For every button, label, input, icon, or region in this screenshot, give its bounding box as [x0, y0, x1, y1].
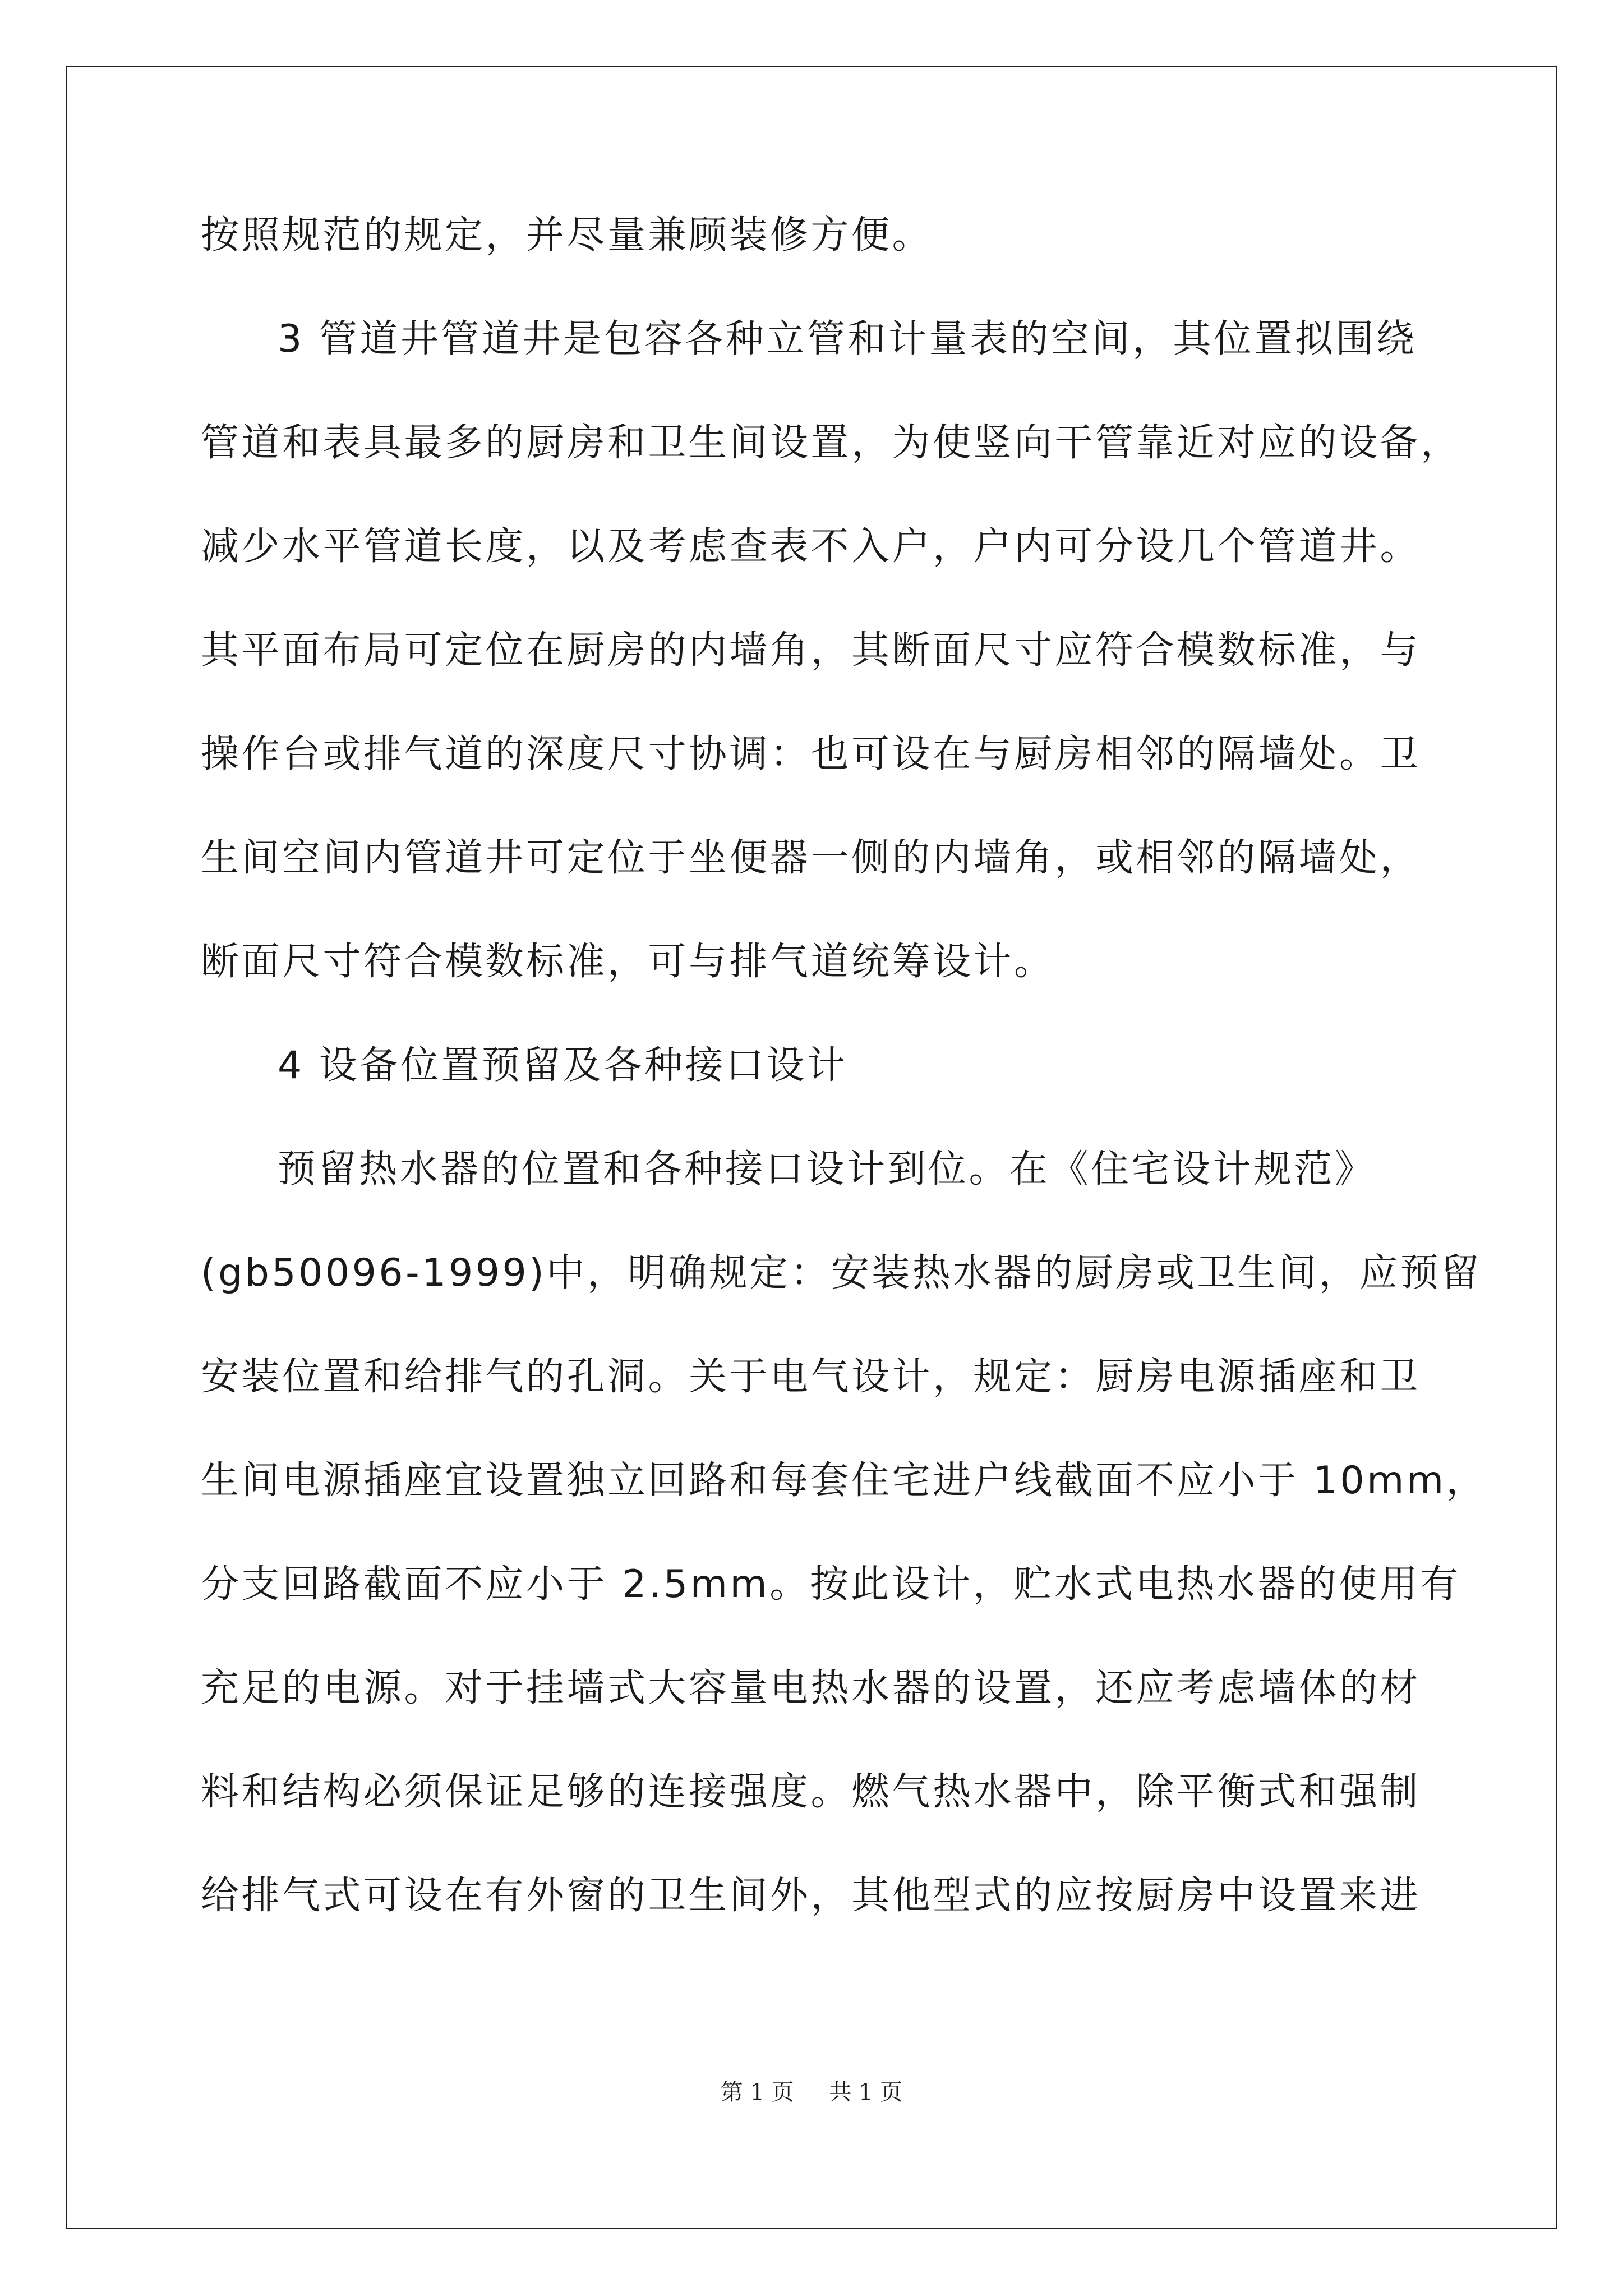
body-text-line: 充足的电源。对于挂墙式大容量电热水器的设置，还应考虑墙体的材	[201, 1666, 1421, 1710]
body-text-line: 分支回路截面不应小于 2.5mm。按此设计，贮水式电热水器的使用有	[201, 1562, 1461, 1607]
page-total: 共 1 页	[829, 2079, 903, 2105]
body-text-line: 料和结构必须保证足够的连接强度。燃气热水器中，除平衡式和强制	[201, 1770, 1421, 1814]
section-heading: 4 设备位置预留及各种接口设计	[278, 1043, 848, 1088]
body-text-line: 预留热水器的位置和各种接口设计到位。在《住宅设计规范》	[278, 1147, 1376, 1191]
page-footer	[0, 2078, 1623, 2106]
body-text-line: 生间空间内管道井可定位于坐便器一侧的内墙角，或相邻的隔墙处，	[201, 836, 1421, 880]
page-number: 第 1 页	[720, 2079, 794, 2105]
body-text-line: 按照规范的规定，并尽量兼顾装修方便。	[201, 213, 933, 257]
body-text-line: 减少水平管道长度，以及考虑查表不入户，户内可分设几个管道井。	[201, 524, 1421, 569]
body-text-line: 管道和表具最多的厨房和卫生间设置，为使竖向干管靠近对应的设备，	[201, 421, 1461, 465]
body-text-line: 给排气式可设在有外窗的卫生间外，其他型式的应按厨房中设置来进	[201, 1874, 1421, 1918]
body-text-line: 断面尺寸符合模数标准，可与排气道统筹设计。	[201, 940, 1055, 984]
body-text-line: 其平面布局可定位在厨房的内墙角，其断面尺寸应符合模数标准，与	[201, 628, 1421, 673]
body-text-line: 操作台或排气道的深度尺寸协调：也可设在与厨房相邻的隔墙处。卫	[201, 732, 1421, 776]
body-text-line: (gb50096-1999)中，明确规定：安装热水器的厨房或卫生间，应预留	[201, 1251, 1482, 1295]
body-text-line: 生间电源插座宜设置独立回路和每套住宅进户线截面不应小于 10mm，	[201, 1458, 1487, 1503]
body-text-line: 安装位置和给排气的孔洞。关于电气设计，规定：厨房电源插座和卫	[201, 1355, 1421, 1399]
body-text-line: 3 管道井管道井是包容各种立管和计量表的空间，其位置拟围绕	[278, 317, 1417, 361]
